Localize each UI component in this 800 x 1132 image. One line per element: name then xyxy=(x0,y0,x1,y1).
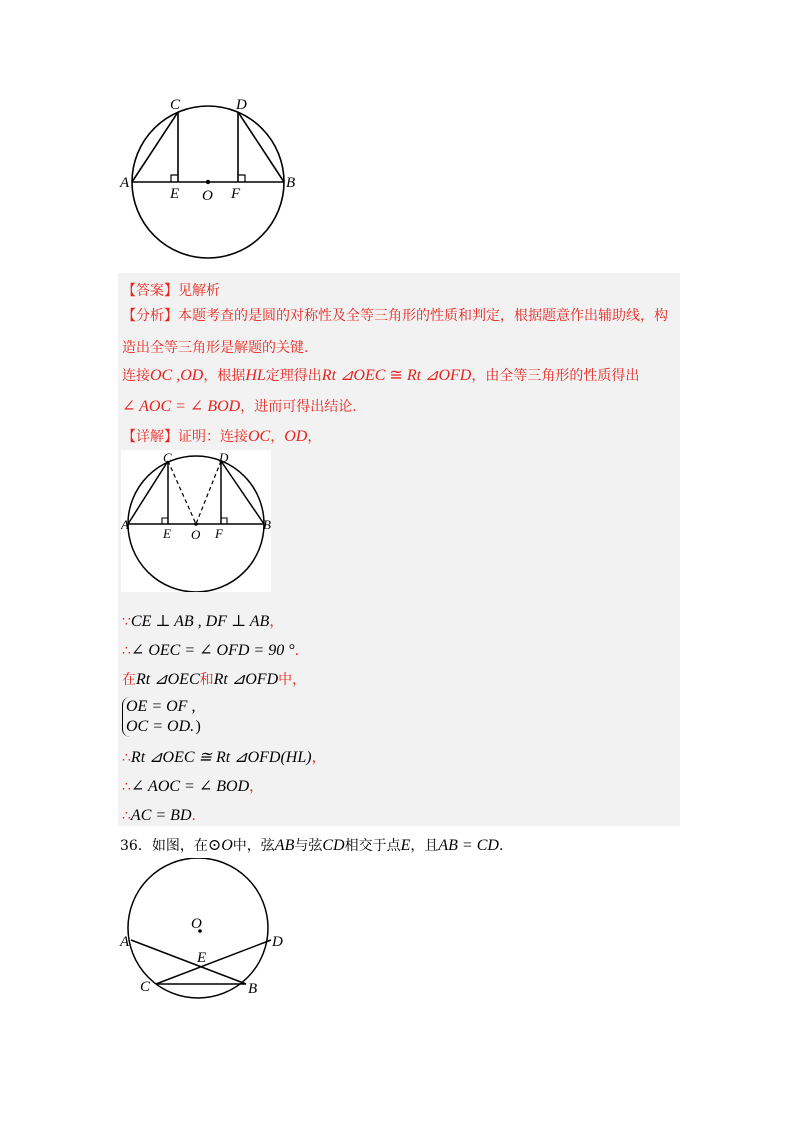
label-f-2: F xyxy=(215,526,223,541)
analysis-tag: 【分析】 xyxy=(122,308,178,324)
answer-tag: 【答案】 xyxy=(122,283,178,299)
q36-circle-o: ⊙O xyxy=(207,837,233,854)
therefore-symbol-4: ∴ xyxy=(122,808,131,824)
label-a: A xyxy=(120,175,130,191)
label-e-3: E xyxy=(197,950,207,966)
answer-line xyxy=(122,281,220,301)
label-d: D xyxy=(236,97,247,113)
proof-end-8: . xyxy=(191,808,196,824)
detail-tag: 【详解】 xyxy=(122,429,178,445)
math-comma: , xyxy=(172,367,181,384)
math-angle-eq: ∠ AOC = ∠ BOD xyxy=(122,398,241,415)
analysis-line-4 xyxy=(122,397,357,417)
q36-text-4: 相交于点 xyxy=(344,838,401,854)
q36-cd: CD xyxy=(322,837,345,854)
proof-rt-oec: Rt ⊿OEC xyxy=(136,671,200,688)
analysis-line-3 xyxy=(122,366,639,386)
detail-end: ， xyxy=(307,429,322,445)
proof-line-7 xyxy=(122,777,263,797)
proof-end-7: ， xyxy=(249,779,264,795)
q36-text-5: ，且 xyxy=(410,838,439,854)
q36-text-6: . xyxy=(498,838,504,854)
because-symbol: ∵ xyxy=(122,614,131,630)
figure-1-circle xyxy=(118,94,308,264)
answer-text: 见解析 xyxy=(178,283,220,299)
q36-e: E xyxy=(400,837,411,854)
proof-expr-2: ∠ OEC = ∠ OFD = 90 ° xyxy=(130,642,295,659)
analysis-line-2 xyxy=(122,338,308,358)
label-d-2: D xyxy=(219,450,229,465)
label-o-2: O xyxy=(191,527,201,542)
math-oc: OC xyxy=(150,367,173,384)
label-a-2: A xyxy=(121,517,129,532)
system-line-2: OC = OD. xyxy=(126,718,195,735)
proof-line-8 xyxy=(122,806,196,826)
proof-system: OE = OF , OC = OD.) xyxy=(122,697,201,737)
proof-end-6: ， xyxy=(311,750,326,766)
analysis-text-4b: ，进而可得出结论. xyxy=(240,399,357,415)
therefore-symbol-1: ∴ xyxy=(122,643,131,659)
question-36 xyxy=(120,835,503,855)
proof-end-2: . xyxy=(294,643,300,659)
q36-text-2: 中，弦 xyxy=(232,838,275,854)
proof-expr-1: CE ⊥ AB , DF ⊥ AB xyxy=(130,613,270,630)
label-c-3: C xyxy=(140,979,151,995)
proof-expr-7: ∠ AOC = ∠ BOD xyxy=(130,778,250,795)
analysis-text-1: 本题考查的是圆的对称性及全等三角形的性质和判定，根据题意作出辅助线，构 xyxy=(178,308,668,324)
analysis-text-3a: 连接 xyxy=(122,368,150,384)
therefore-symbol-2: ∴ xyxy=(122,750,131,766)
analysis-text-3d: ，由全等三角形的性质得出 xyxy=(471,368,640,384)
q36-eq: AB = CD xyxy=(438,837,499,854)
math-hl: HL xyxy=(245,367,266,384)
analysis-text-3b: ，根据 xyxy=(203,368,246,384)
label-c: C xyxy=(170,97,181,113)
proof-expr-6: Rt ⊿OEC ≅ Rt ⊿OFD xyxy=(130,749,281,766)
detail-oc: OC xyxy=(248,428,271,445)
proof-line-6 xyxy=(122,748,326,768)
analysis-line-1 xyxy=(122,306,668,326)
label-o: O xyxy=(202,188,213,204)
system-brace xyxy=(122,697,195,737)
proof-mid: 中， xyxy=(278,672,307,688)
math-congruent: ≅ xyxy=(385,367,407,384)
q36-text-3: 与弦 xyxy=(294,838,323,854)
label-b-3: B xyxy=(248,981,258,997)
proof-in: 在 xyxy=(122,672,136,688)
label-c-2: C xyxy=(163,450,172,465)
label-b-2: B xyxy=(263,517,271,532)
detail-od: OD xyxy=(284,428,308,445)
math-rt-ofd: Rt ⊿OFD xyxy=(406,367,472,384)
q36-ab: AB xyxy=(274,837,295,854)
figure-3-circle xyxy=(118,858,298,1003)
proof-line-2 xyxy=(122,641,299,661)
q36-text-1: 如图，在 xyxy=(151,838,208,854)
proof-and: 和 xyxy=(199,672,214,688)
proof-rt-ofd: Rt ⊿OFD xyxy=(213,671,279,688)
label-a-3: A xyxy=(120,934,130,950)
label-f: F xyxy=(231,186,241,202)
label-d-3: D xyxy=(272,934,283,950)
system-line-1: OE = OF , xyxy=(126,698,196,715)
label-e-2: E xyxy=(163,526,171,541)
label-o-3: O xyxy=(191,916,202,932)
detail-sep: ， xyxy=(270,429,285,445)
label-e: E xyxy=(170,186,180,202)
proof-line-1 xyxy=(122,612,283,632)
proof-end-1: ， xyxy=(269,614,284,630)
label-b: B xyxy=(286,175,296,191)
detail-intro: 证明：连接 xyxy=(178,429,248,445)
therefore-symbol-3: ∴ xyxy=(122,779,131,795)
question-number: 36． xyxy=(120,838,152,854)
proof-hl: (HL) xyxy=(280,749,312,766)
math-rt-oec: Rt ⊿OEC xyxy=(321,367,386,384)
math-od: OD xyxy=(180,367,204,384)
figure-2-circle xyxy=(121,450,271,592)
analysis-text-3c: 定理得出 xyxy=(265,368,322,384)
detail-line xyxy=(122,427,321,447)
analysis-text-2: 造出全等三角形是解题的关键. xyxy=(122,340,309,356)
proof-expr-8: AC = BD xyxy=(130,807,192,824)
proof-line-3 xyxy=(122,670,306,690)
